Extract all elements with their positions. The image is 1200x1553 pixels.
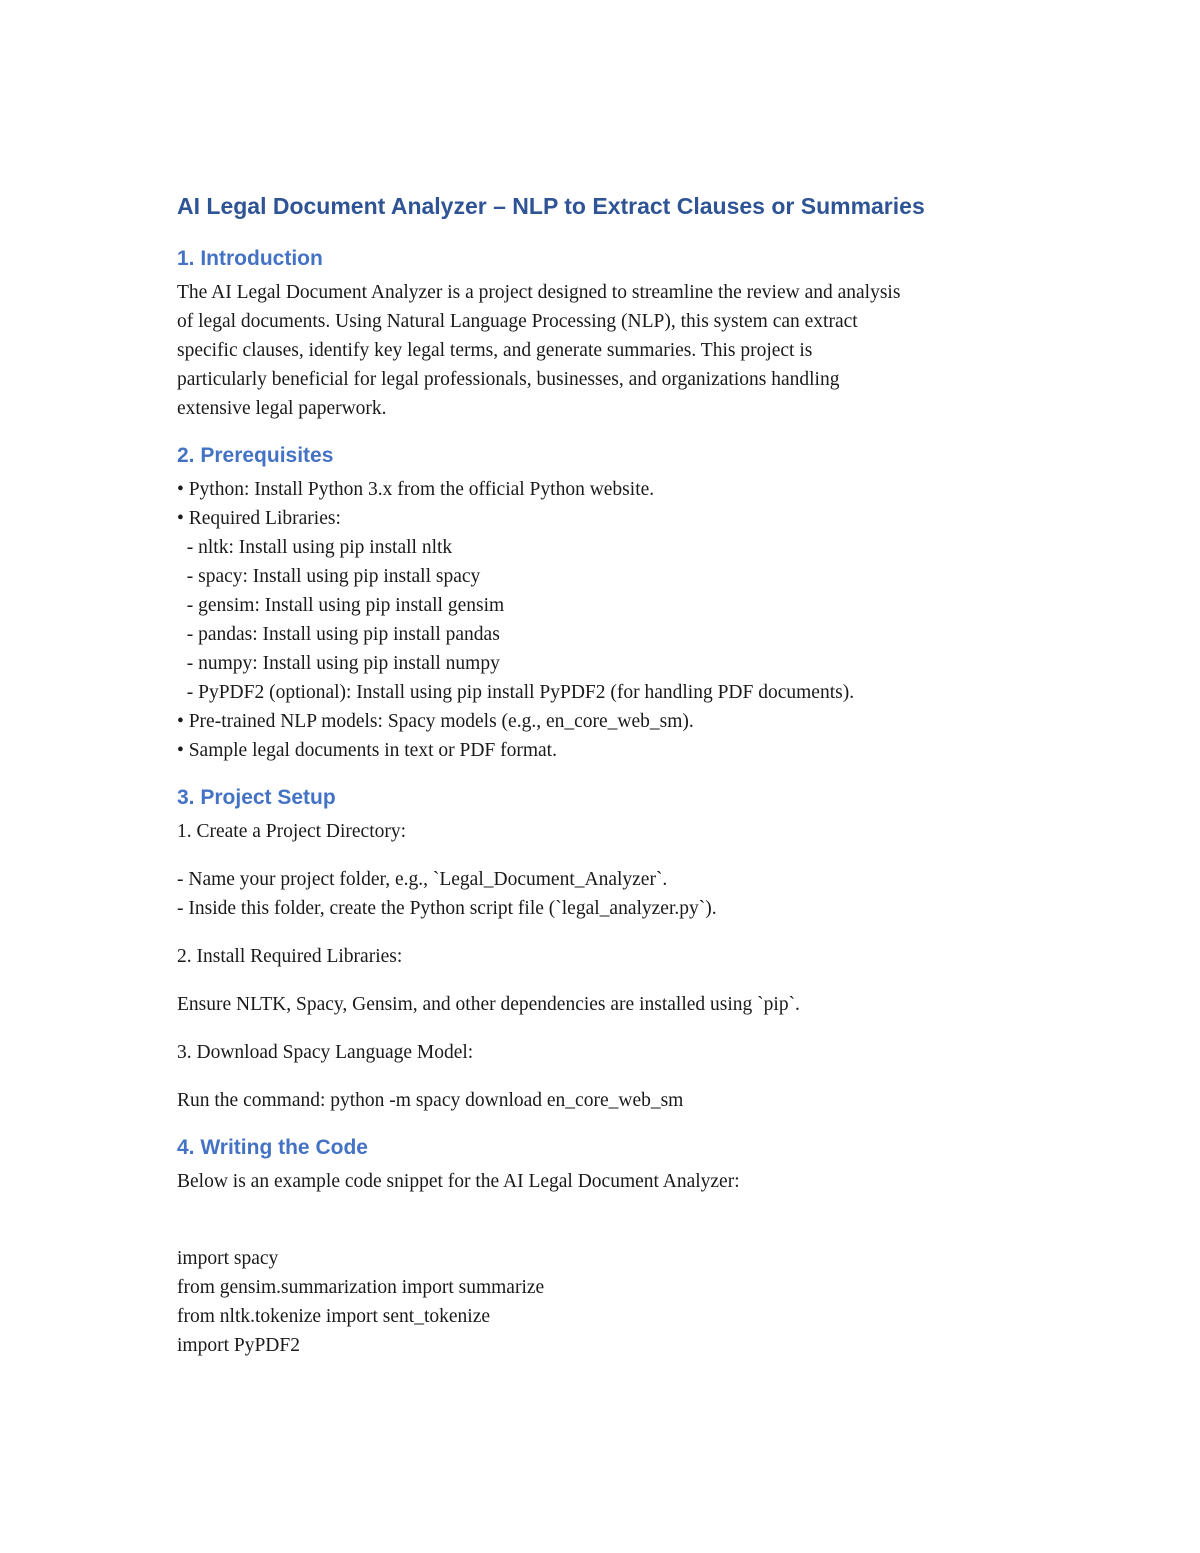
list-item: - nltk: Install using pip install nltk	[177, 537, 453, 558]
code-snippet	[177, 1244, 1050, 1360]
list-item: • Python: Install Python 3.x from the official Python website.	[177, 479, 655, 500]
list-item: - gensim: Install using pip install gensim	[177, 595, 505, 616]
setup-step-detail: - Inside this folder, create the Python script file (`legal_analyzer.py`).	[177, 898, 717, 919]
introduction-section	[177, 244, 1050, 423]
list-item: - numpy: Install using pip install numpy	[177, 653, 500, 674]
introduction-line: The AI Legal Document Analyzer is a project designed to streamline the review and analysis	[177, 282, 901, 303]
list-item: - spacy: Install using pip install spacy	[177, 566, 481, 587]
prerequisites-section	[177, 441, 1050, 765]
document-title: AI Legal Document Analyzer – NLP to Extract Clauses or Summaries	[177, 193, 925, 219]
setup-step-detail: Ensure NLTK, Spacy, Gensim, and other dependencies are installed using `pip`.	[177, 994, 800, 1015]
introduction-line: specific clauses, identify key legal terms, and generate summaries. This project is	[177, 340, 813, 361]
setup-step: 1. Create a Project Directory:	[177, 821, 407, 842]
setup-step-detail: Run the command: python -m spacy download en_core_web_sm	[177, 1090, 684, 1111]
code-line: from gensim.summarization import summarize	[177, 1277, 545, 1298]
list-item: • Required Libraries:	[177, 508, 341, 529]
setup-step-detail: - Name your project folder, e.g., `Legal_Document_Analyzer`.	[177, 869, 668, 890]
code-line: import PyPDF2	[177, 1335, 300, 1356]
introduction-line: of legal documents. Using Natural Language Processing (NLP), this system can extract	[177, 311, 858, 332]
setup-step: 3. Download Spacy Language Model:	[177, 1042, 474, 1063]
writing-code-heading: 4. Writing the Code	[177, 1136, 368, 1159]
list-item: - PyPDF2 (optional): Install using pip install PyPDF2 (for handling PDF documents).	[177, 682, 855, 703]
introduction-line: extensive legal paperwork.	[177, 398, 387, 419]
code-line: import spacy	[177, 1248, 279, 1269]
list-item: - pandas: Install using pip install pandas	[177, 624, 500, 645]
prerequisites-heading: 2. Prerequisites	[177, 444, 334, 467]
list-item: • Pre-trained NLP models: Spacy models (e.g., en_core_web_sm).	[177, 711, 694, 732]
prerequisites-list	[177, 475, 1050, 765]
setup-step: 2. Install Required Libraries:	[177, 946, 403, 967]
project-setup-heading: 3. Project Setup	[177, 786, 336, 809]
introduction-line: particularly beneficial for legal professionals, businesses, and organizations handling	[177, 369, 840, 390]
code-line: from nltk.tokenize import sent_tokenize	[177, 1306, 490, 1327]
writing-code-section	[177, 1133, 1050, 1360]
writing-code-intro: Below is an example code snippet for the AI Legal Document Analyzer:	[177, 1171, 740, 1192]
introduction-heading: 1. Introduction	[177, 247, 323, 270]
project-setup-section	[177, 783, 1050, 1115]
list-item: • Sample legal documents in text or PDF format.	[177, 740, 557, 761]
